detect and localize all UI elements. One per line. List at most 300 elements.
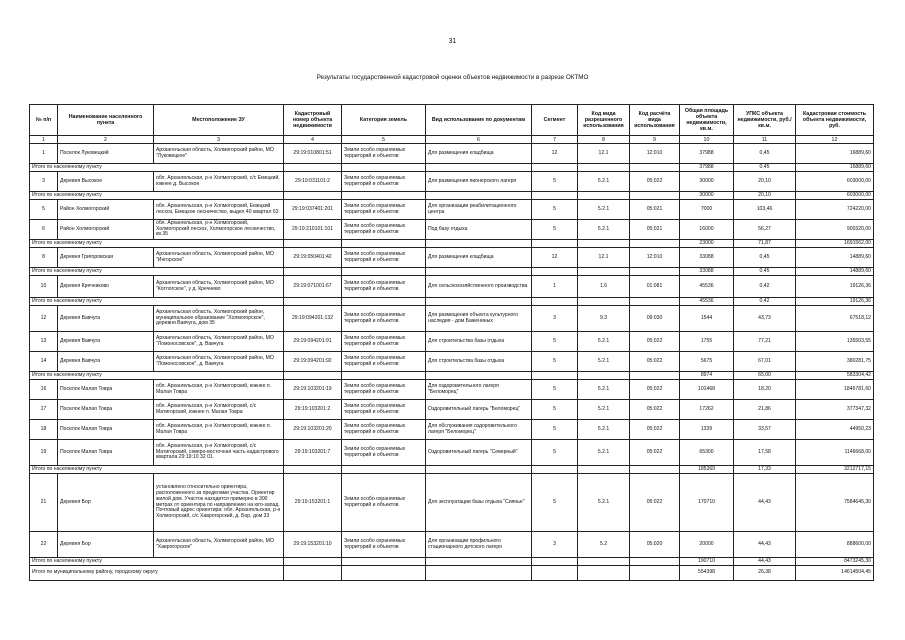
table-cell: Земли особо охраняемых территорий и объектов: [342, 306, 426, 332]
table-cell: 12: [532, 248, 578, 268]
table-cell: Деревня Бор: [58, 532, 154, 558]
header-cell: Местоположение ЗУ: [154, 105, 284, 136]
table-cell: 33088: [680, 248, 734, 268]
subtotal-row: [30, 466, 874, 474]
table-cell: 17: [30, 400, 58, 420]
table-cell: Архангельская область, Холмогорский район, МО "Котлогское", у д. Кречнево: [154, 276, 284, 298]
empty-cell: [284, 372, 342, 380]
table-cell: 603000,00: [796, 172, 874, 192]
table-cell: Для строительства базы отдыха: [426, 352, 532, 372]
table-cell: 12.1: [578, 144, 630, 164]
table-cell: установлено относительно ориентира, расположенного за пределами участка. Ориентир жилой дом. Участок находится примерно в 300 метрах от ориентира по направлению на юго-запад. Почтовый адрес ориентира: обл. Архангельская, р-н Холмогорский, с/с Хаврогорский, д. Бор, дом 33: [154, 474, 284, 532]
empty-cell: [342, 566, 426, 581]
table-cell: 17262: [680, 400, 734, 420]
valuation-table: [29, 104, 874, 581]
table-cell: Земли особо охраняемых территорий и объектов: [342, 200, 426, 220]
table-cell: 17,58: [734, 440, 796, 466]
column-number: 11: [734, 136, 796, 144]
empty-cell: [284, 298, 342, 306]
total-upks: 26,38: [734, 566, 796, 581]
table-cell: 5.2.1: [578, 474, 630, 532]
table-cell: 9.3: [578, 306, 630, 332]
table-cell: 5.2.1: [578, 332, 630, 352]
table-cell: 13: [30, 332, 58, 352]
empty-cell: [426, 240, 532, 248]
table-cell: 1339: [680, 420, 734, 440]
table-cell: Деревня Высокое: [58, 172, 154, 192]
table-cell: 18,20: [734, 380, 796, 400]
table-cell: 77,21: [734, 332, 796, 352]
table-cell: 12: [30, 306, 58, 332]
subtotal-row: [30, 268, 874, 276]
total-upks: 0,42: [734, 298, 796, 306]
table-cell: Поселок Луковецкий: [58, 144, 154, 164]
table-cell: 5: [532, 332, 578, 352]
table-cell: 05:020: [630, 532, 680, 558]
total-value: 14614504,45: [796, 566, 874, 581]
column-number: 9: [630, 136, 680, 144]
total-label: Итого по населенному пункту: [30, 298, 284, 306]
empty-cell: [630, 298, 680, 306]
table-cell: 12:010: [630, 144, 680, 164]
header-cell: Код расчёта вида использования: [630, 105, 680, 136]
empty-cell: [284, 466, 342, 474]
table-cell: Архангельская область, Холмогорский район, МО "Ломоносовское", д. Вавчуга: [154, 352, 284, 372]
empty-cell: [532, 466, 578, 474]
table-row: [30, 172, 874, 192]
table-cell: 5.2.1: [578, 420, 630, 440]
total-upks: 17,33: [734, 466, 796, 474]
table-cell: 45536: [680, 276, 734, 298]
table-cell: 5: [532, 200, 578, 220]
total-label: Итого по населенному пункту: [30, 268, 284, 276]
table-cell: обл. Архангельская, р-н Холмогорский, южнее п. Малая Товра: [154, 420, 284, 440]
total-value: 16889,60: [796, 164, 874, 172]
table-cell: Оздоровительный лагерь "Северный": [426, 440, 532, 466]
table-cell: Земли особо охраняемых территорий и объектов: [342, 420, 426, 440]
table-cell: 5: [532, 400, 578, 420]
total-upks: 65,00: [734, 372, 796, 380]
header-cell: Категория земель: [342, 105, 426, 136]
table-cell: 44950,23: [796, 420, 874, 440]
empty-cell: [426, 372, 532, 380]
empty-cell: [578, 558, 630, 566]
table-cell: Земли особо охраняемых территорий и объектов: [342, 276, 426, 298]
table-cell: 5.2.1: [578, 400, 630, 420]
table-cell: Для эксплуатации базы отдыха "Сиянье": [426, 474, 532, 532]
table-cell: 888600,00: [796, 532, 874, 558]
column-number: 8: [578, 136, 630, 144]
table-cell: 20000: [680, 532, 734, 558]
header-row: [30, 105, 874, 136]
table-cell: 33,57: [734, 420, 796, 440]
table-row: [30, 352, 874, 372]
table-cell: Земли особо охраняемых территорий и объектов: [342, 380, 426, 400]
table-cell: 65300: [680, 440, 734, 466]
empty-cell: [342, 164, 426, 172]
table-cell: 09:030: [630, 306, 680, 332]
empty-cell: [342, 372, 426, 380]
table-cell: Земли особо охраняемых территорий и объектов: [342, 220, 426, 240]
table-row: [30, 474, 874, 532]
empty-cell: [342, 466, 426, 474]
document-title: Результаты государственной кадастровой оценки объектов недвижимости в разрезе ОКТМО: [316, 74, 589, 81]
table-row: [30, 380, 874, 400]
table-cell: обл. Архангельская, р-н Холмогорский, с/с Емецкий, южнее д. Высокое: [154, 172, 284, 192]
table-cell: 05:022: [630, 474, 680, 532]
table-row: [30, 440, 874, 466]
table-cell: Поселок Малая Товра: [58, 400, 154, 420]
empty-cell: [342, 268, 426, 276]
header-cell: Кадастровый номер объекта недвижимости: [284, 105, 342, 136]
table-cell: Архангельская область, Холмогорский район, МО "Луковецкое": [154, 144, 284, 164]
table-cell: 29:19:094201:91: [284, 332, 342, 352]
table-row: [30, 400, 874, 420]
subtotal-row: [30, 372, 874, 380]
table-cell: Земли особо охраняемых территорий и объектов: [342, 474, 426, 532]
table-cell: 43,73: [734, 306, 796, 332]
table-cell: 0,45: [734, 144, 796, 164]
total-label: Итого по населенному пункту: [30, 240, 284, 248]
table-cell: 12:010: [630, 248, 680, 268]
total-area: 8974: [680, 372, 734, 380]
table-cell: Земли особо охраняемых территорий и объектов: [342, 248, 426, 268]
empty-cell: [532, 240, 578, 248]
table-cell: 05:022: [630, 352, 680, 372]
empty-cell: [342, 558, 426, 566]
table-cell: 01:081: [630, 276, 680, 298]
table-cell: 1755: [680, 332, 734, 352]
table-cell: Деревня Григоровская: [58, 248, 154, 268]
total-upks: 71,87: [734, 240, 796, 248]
table-cell: Для сельскохозяйственного производства: [426, 276, 532, 298]
empty-cell: [578, 192, 630, 200]
total-area: 37988: [680, 164, 734, 172]
column-number-row: [30, 136, 874, 144]
table-cell: 5: [532, 440, 578, 466]
table-cell: 3: [532, 306, 578, 332]
total-area: 45536: [680, 298, 734, 306]
table-cell: 5: [532, 380, 578, 400]
total-label: Итого по населенному пункту: [30, 466, 284, 474]
table-cell: 5.2.1: [578, 440, 630, 466]
table-cell: 5: [532, 352, 578, 372]
total-upks: 20,10: [734, 192, 796, 200]
table-cell: 1146668,00: [796, 440, 874, 466]
table-cell: Поселок Малая Товра: [58, 380, 154, 400]
subtotal-row: [30, 558, 874, 566]
column-number: 7: [532, 136, 578, 144]
table-cell: 7584645,30: [796, 474, 874, 532]
empty-cell: [630, 466, 680, 474]
empty-cell: [532, 566, 578, 581]
table-cell: Для обслуживания оздоровительного лагеря "Беломорец": [426, 420, 532, 440]
grand-total-row: [30, 566, 874, 581]
table-cell: Для размещения кладбища: [426, 144, 532, 164]
table-cell: 05:021: [630, 220, 680, 240]
table-cell: Район Холмогорский: [58, 200, 154, 220]
table-cell: Для оздоровительного лагеря "Беломорец": [426, 380, 532, 400]
empty-cell: [630, 558, 680, 566]
table-row: [30, 220, 874, 240]
table-cell: 05:022: [630, 420, 680, 440]
table-cell: 29:19:103201:20: [284, 420, 342, 440]
table-cell: 44,43: [734, 532, 796, 558]
empty-cell: [578, 372, 630, 380]
total-area: 23000: [680, 240, 734, 248]
empty-cell: [630, 192, 680, 200]
table-cell: Деревня Вавчуга: [58, 352, 154, 372]
total-label: Итого по населенному пункту: [30, 192, 284, 200]
empty-cell: [630, 268, 680, 276]
table-cell: 29:19:103201:7: [284, 440, 342, 466]
table-cell: 19126,36: [796, 276, 874, 298]
empty-cell: [630, 372, 680, 380]
table-cell: 16: [30, 380, 58, 400]
table-cell: Земли особо охраняемых территорий и объектов: [342, 440, 426, 466]
total-area: 33088: [680, 268, 734, 276]
column-number: 3: [154, 136, 284, 144]
table-cell: Деревня Вавчуга: [58, 332, 154, 352]
table-cell: Земли особо охраняемых территорий и объектов: [342, 532, 426, 558]
subtotal-row: [30, 192, 874, 200]
table-cell: обл. Архангельская, р-н Холмогорский, южнее п. Малая Товра: [154, 380, 284, 400]
table-cell: 12: [532, 144, 578, 164]
table-cell: Архангельская область, Холмогорский район, МО "Ингорское": [154, 248, 284, 268]
table-cell: Земли особо охраняемых территорий и объектов: [342, 144, 426, 164]
table-cell: 29:19:010801:51: [284, 144, 342, 164]
empty-cell: [426, 192, 532, 200]
table-cell: Для размещения пионерского лагеря: [426, 172, 532, 192]
table-row: [30, 200, 874, 220]
empty-cell: [284, 192, 342, 200]
empty-cell: [578, 298, 630, 306]
column-number: 5: [342, 136, 426, 144]
table-cell: Земли особо охраняемых территорий и объектов: [342, 332, 426, 352]
table-cell: 19: [30, 440, 58, 466]
table-cell: 3: [532, 532, 578, 558]
table-cell: 5.2.1: [578, 352, 630, 372]
table-cell: 5: [532, 220, 578, 240]
table-cell: 12.1: [578, 248, 630, 268]
table-cell: Земли особо охраняемых территорий и объектов: [342, 172, 426, 192]
empty-cell: [532, 268, 578, 276]
total-area: 554398: [680, 566, 734, 581]
table-cell: Деревня Кречниково: [58, 276, 154, 298]
table-cell: 5.2.1: [578, 220, 630, 240]
empty-cell: [284, 164, 342, 172]
column-number: 6: [426, 136, 532, 144]
table-cell: 14889,60: [796, 248, 874, 268]
table-cell: 20,10: [734, 172, 796, 192]
column-number: 4: [284, 136, 342, 144]
table-cell: Архангельская область, Холмогорский район, МО "Ломоносовское", д. Вавчуга: [154, 332, 284, 352]
total-value: 3212717,15: [796, 466, 874, 474]
empty-cell: [578, 164, 630, 172]
table-cell: 377347,32: [796, 400, 874, 420]
table-row: [30, 532, 874, 558]
header-cell: Код вида разрешенного использования: [578, 105, 630, 136]
table-cell: 29:19:103201:2: [284, 400, 342, 420]
table-cell: 5.2.1: [578, 380, 630, 400]
table-cell: 900320,00: [796, 220, 874, 240]
total-upks: 44,43: [734, 558, 796, 566]
empty-cell: [284, 240, 342, 248]
empty-cell: [426, 268, 532, 276]
empty-cell: [578, 466, 630, 474]
total-value: 8473245,30: [796, 558, 874, 566]
table-cell: 29:19:094201:132: [284, 306, 342, 332]
table-cell: 3: [30, 172, 58, 192]
table-cell: 5.2.1: [578, 172, 630, 192]
empty-cell: [532, 298, 578, 306]
table-cell: обл. Архангельская, р-н Холмогорский, с/с Матигорский, южнее п. Малая Товра: [154, 400, 284, 420]
empty-cell: [426, 558, 532, 566]
subtotal-row: [30, 164, 874, 172]
subtotal-row: [30, 298, 874, 306]
total-label: Итого по населенному пункту: [30, 372, 284, 380]
table-cell: обл. Архангельская, р-н Холмогорский, Емецкий лесхоз, Емецкое лесничество, выдел 40 квартал 63: [154, 200, 284, 220]
empty-cell: [532, 372, 578, 380]
empty-cell: [578, 240, 630, 248]
table-cell: обл. Архангельская, р-н Холмогорский, с/с Матигорский, северо-восточная часть кадастрового квартала 29:19:10 32 01.: [154, 440, 284, 466]
table-cell: 724220,00: [796, 200, 874, 220]
table-cell: 5.2: [578, 532, 630, 558]
table-row: [30, 248, 874, 268]
table-cell: 5675: [680, 352, 734, 372]
empty-cell: [426, 566, 532, 581]
empty-cell: [578, 566, 630, 581]
total-upks: 0,45: [734, 164, 796, 172]
table-cell: 67,01: [734, 352, 796, 372]
table-cell: Район Холмогорский: [58, 220, 154, 240]
total-value: 1691562,00: [796, 240, 874, 248]
table-cell: Оздоровительный лагерь "Беломорец": [426, 400, 532, 420]
header-cell: УПКС объекта недвижимости, руб./кв.м.: [734, 105, 796, 136]
empty-cell: [532, 164, 578, 172]
table-cell: 1846781,60: [796, 380, 874, 400]
table-cell: 30000: [680, 172, 734, 192]
table-row: [30, 144, 874, 164]
header-cell: Наименование населенного пункта: [58, 105, 154, 136]
table-cell: 1: [532, 276, 578, 298]
empty-cell: [532, 192, 578, 200]
table-cell: 29:19:037401:201: [284, 200, 342, 220]
table-cell: 8: [30, 248, 58, 268]
table-cell: 0,42: [734, 276, 796, 298]
table-cell: 22: [30, 532, 58, 558]
table-cell: Поселок Малая Товра: [58, 440, 154, 466]
empty-cell: [532, 558, 578, 566]
table-cell: 44,43: [734, 474, 796, 532]
empty-cell: [342, 298, 426, 306]
total-area: 185369: [680, 466, 734, 474]
table-cell: Поселок Малая Товра: [58, 420, 154, 440]
table-cell: Земли особо охраняемых территорий и объектов: [342, 352, 426, 372]
table-cell: 16889,60: [796, 144, 874, 164]
table-cell: 29:19:094201:92: [284, 352, 342, 372]
table-cell: 56,27: [734, 220, 796, 240]
table-cell: 1544: [680, 306, 734, 332]
table-cell: 21,86: [734, 400, 796, 420]
table-row: [30, 332, 874, 352]
table-cell: 18: [30, 420, 58, 440]
table-cell: 5: [30, 200, 58, 220]
empty-cell: [630, 566, 680, 581]
total-value: 603000,00: [796, 192, 874, 200]
empty-cell: [426, 298, 532, 306]
empty-cell: [342, 192, 426, 200]
table-cell: 05:022: [630, 440, 680, 466]
table-cell: 05:022: [630, 332, 680, 352]
header-cell: № п/п: [30, 105, 58, 136]
table-cell: Деревня Бор: [58, 474, 154, 532]
table-cell: Для размещения кладбища: [426, 248, 532, 268]
table-cell: 05:022: [630, 380, 680, 400]
table-cell: 37988: [680, 144, 734, 164]
table-cell: 1: [30, 144, 58, 164]
total-label: Итого по муниципальному району, городскому округу: [30, 566, 284, 581]
empty-cell: [426, 466, 532, 474]
table-row: [30, 420, 874, 440]
table-cell: 29:19:153201:1: [284, 474, 342, 532]
header-cell: Общая площадь объекта недвижимости, кв.м.: [680, 105, 734, 136]
table-cell: 10: [30, 276, 58, 298]
total-value: 19126,36: [796, 298, 874, 306]
table-cell: Архангельская область, Холмогорский район, МО "Хаврогорское": [154, 532, 284, 558]
table-cell: 29:19:050401:42: [284, 248, 342, 268]
column-number: 1: [30, 136, 58, 144]
table-cell: 5: [532, 474, 578, 532]
header-cell: Сегмент: [532, 105, 578, 136]
column-number: 12: [796, 136, 874, 144]
table-cell: 29:19:071001:67: [284, 276, 342, 298]
table-cell: обл. Архангельская, р-н Холмогорский, Холмогорский лесхоз, Холмогорское лесничество, кв.35: [154, 220, 284, 240]
table-cell: 6: [30, 220, 58, 240]
table-body: [30, 144, 874, 581]
page-number: 31: [448, 38, 457, 45]
total-upks: 0,45: [734, 268, 796, 276]
table-cell: Для организации профильного стационарного детского лагеря: [426, 532, 532, 558]
empty-cell: [630, 240, 680, 248]
column-number: 2: [58, 136, 154, 144]
empty-cell: [284, 558, 342, 566]
total-area: 190710: [680, 558, 734, 566]
table-cell: 5: [532, 420, 578, 440]
table-cell: 29:19:210101:101: [284, 220, 342, 240]
column-number: 10: [680, 136, 734, 144]
table-cell: 05:022: [630, 400, 680, 420]
table-cell: Архангельская область, Холмогорский район, муниципальное образование "Холмогорское", деревня Вавчуга, дом 35: [154, 306, 284, 332]
table-cell: 05:022: [630, 172, 680, 192]
table-cell: 5.2.1: [578, 200, 630, 220]
table-cell: 16000: [680, 220, 734, 240]
table-cell: 29:19:153201:10: [284, 532, 342, 558]
table-row: [30, 306, 874, 332]
total-label: Итого по населенному пункту: [30, 164, 284, 172]
table-cell: 14: [30, 352, 58, 372]
total-label: Итого по населенному пункту: [30, 558, 284, 566]
table-cell: Земли особо охраняемых территорий и объектов: [342, 400, 426, 420]
total-value: 583304,42: [796, 372, 874, 380]
table-cell: 05:021: [630, 200, 680, 220]
table-cell: 1.6: [578, 276, 630, 298]
table-cell: Под базу отдыха: [426, 220, 532, 240]
table-cell: 29:19:031101:2: [284, 172, 342, 192]
table-cell: 7000: [680, 200, 734, 220]
table-cell: Для размещения объекта культурного наследия - дом Бажениных: [426, 306, 532, 332]
empty-cell: [284, 268, 342, 276]
